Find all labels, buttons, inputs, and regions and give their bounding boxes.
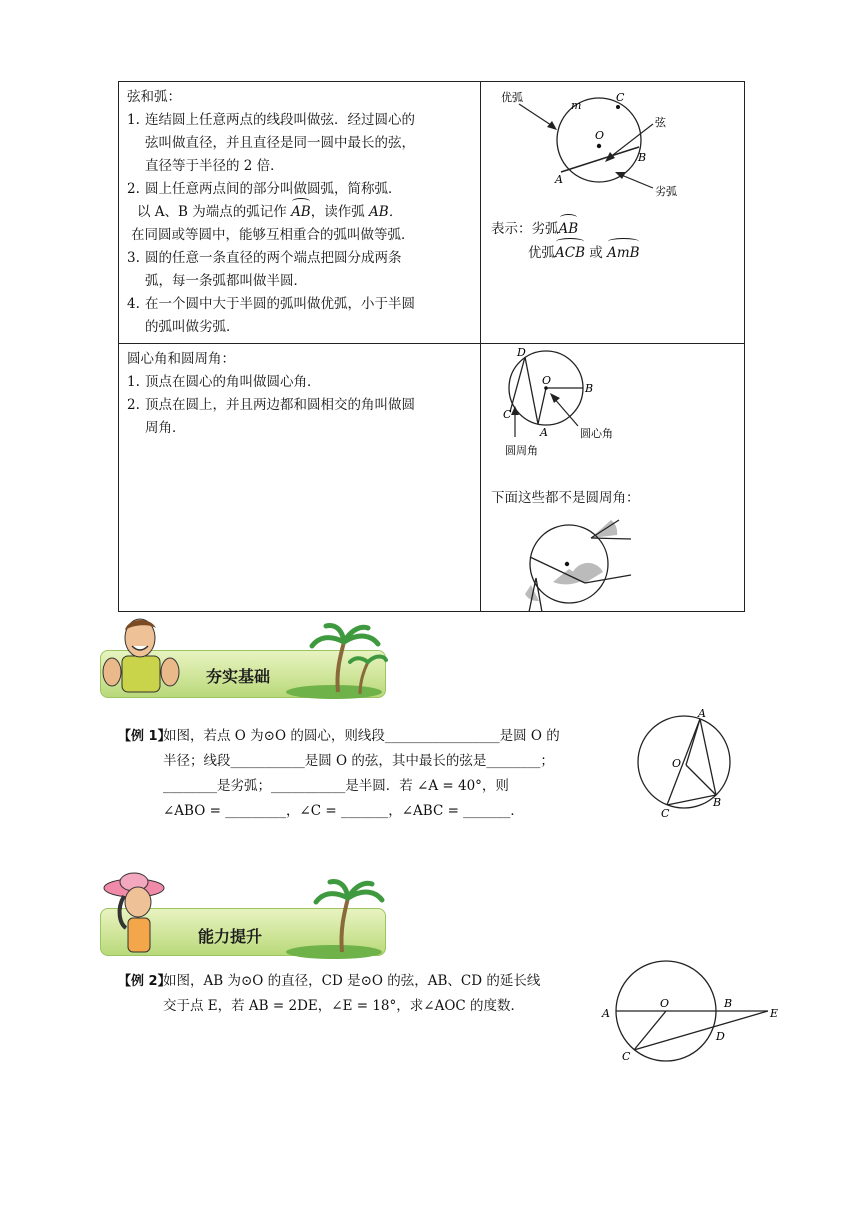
svg-text:A: A	[540, 426, 548, 439]
arc-notation-line: 以 A、B 为端点的弧记作 AB，读作弧 AB．	[127, 201, 474, 224]
svg-text:B: B	[724, 997, 733, 1010]
label-inscribed-angle: 圆周角	[505, 444, 538, 457]
chord-arc-cell	[119, 82, 481, 344]
chord-arc-diagram	[481, 82, 743, 336]
svg-text:O: O	[542, 374, 552, 387]
banner-advanced-label: 能力提升	[198, 927, 263, 946]
example-2: 【例 2】 如图，AB 为⊙O 的直径，CD 是⊙O 的弦，AB、CD 的延长线 交于点 E，若 AB = 2DE，∠E = 18°，求∠AOC 的度数．	[118, 969, 608, 1029]
not-inscribed-note: 下面这些都不是圆周角：	[491, 490, 640, 506]
svg-text:B: B	[713, 796, 722, 809]
svg-text:C: C	[503, 408, 512, 421]
concept-table	[118, 81, 745, 612]
svg-text:B: B	[585, 382, 594, 395]
svg-text:O: O	[672, 757, 682, 770]
svg-text:A: A	[602, 1007, 610, 1020]
example-2-figure	[598, 956, 788, 1066]
angle-figure-cell	[481, 344, 745, 612]
svg-text:D: D	[517, 346, 526, 359]
boy-cartoon-icon	[98, 612, 388, 702]
label-chord: 弦	[655, 116, 666, 129]
angle-diagram	[481, 344, 743, 612]
arc-ab: AB	[291, 201, 311, 224]
definition-item: 2. 顶点在圆上，并且两边都和圆相交的角叫做圆 周角．	[127, 397, 415, 436]
svg-text:A: A	[698, 707, 706, 720]
svg-text:E: E	[770, 1007, 779, 1020]
svg-text:O: O	[660, 997, 670, 1010]
definition-item: 2. 圆上任意两点间的部分叫做圆弧，简称弧．	[127, 181, 402, 197]
svg-text:C: C	[622, 1050, 631, 1063]
banner-basics	[98, 612, 388, 702]
svg-text:m: m	[571, 99, 582, 112]
angle-cell	[119, 344, 481, 612]
example-1-figure	[628, 705, 738, 820]
section-title-angles: 圆心角和圆周角：	[127, 351, 235, 367]
equal-arc-line: 在同圆或等圆中，能够互相重合的弧叫做等弧．	[131, 227, 415, 243]
svg-text:C: C	[616, 91, 625, 104]
label-minor-arc: 劣弧	[655, 185, 677, 198]
example-2-tag: 【例 2】	[118, 974, 171, 989]
definition-item: 3. 圆的任意一条直径的两个端点把圆分成两条 弧，每一条弧都叫做半圆．	[127, 250, 402, 289]
label-central-angle: 圆心角	[580, 427, 613, 440]
svg-text:A: A	[555, 173, 563, 186]
banner-basics-label: 夯实基础	[206, 667, 271, 686]
example-1: 【例 1】 如图，若点 O 为⊙O 的圆心，则线段_________________是圆 O 的 半径；线段___________是圆 O 的弦，其中最长的弦是________； ________是劣弧；___________是半圆．若 ∠A = 40°，则 ∠ABO = _________，∠C = _______，∠ABC = _______．	[118, 724, 638, 834]
svg-text:B: B	[638, 151, 647, 164]
definition-item: 1. 连结圆上任意两点的线段叫做弦．经过圆心的 弦叫做直径，并且直径是同一圆中最长的弦， 直径等于半径的 2 倍．	[127, 112, 415, 174]
example-1-tag: 【例 1】	[118, 729, 171, 744]
banner-advanced	[98, 866, 388, 960]
definition-item: 4. 在一个圆中大于半圆的弧叫做优弧，小于半圆 的弧叫做劣弧．	[127, 296, 415, 335]
svg-text:C: C	[661, 807, 670, 820]
svg-text:D: D	[716, 1030, 725, 1043]
non-inscribed-angle-examples	[525, 520, 631, 612]
definition-item: 1. 顶点在圆心的角叫做圆心角．	[127, 374, 321, 390]
chord-arc-figure-cell	[481, 82, 745, 344]
label-major-arc: 优弧	[501, 91, 523, 104]
svg-text:O: O	[595, 129, 605, 142]
section-title-chord-arc: 弦和弧：	[127, 89, 181, 105]
arc-notation-representation: 表示：劣弧AB 优弧ACB 或 AmB	[491, 217, 640, 265]
